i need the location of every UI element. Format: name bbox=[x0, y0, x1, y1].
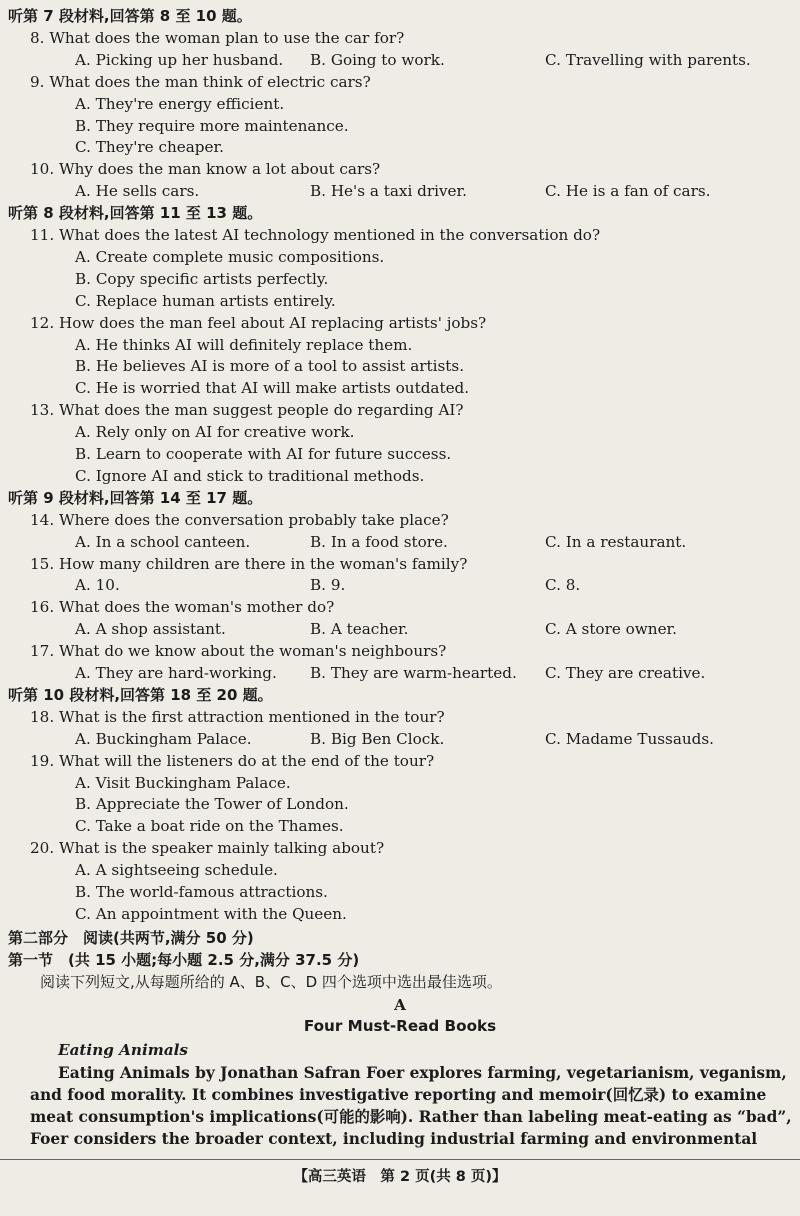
section-title: 第一节 (共 15 小题;每小题 2.5 分,满分 37.5 分) bbox=[8, 951, 360, 969]
body-line-4: Foer considers the broader context, including industrial farming and environmental bbox=[30, 1130, 758, 1148]
answer-option[interactable]: A. A shop assistant. bbox=[75, 620, 226, 639]
answer-option[interactable]: C. Ignore AI and stick to traditional methods. bbox=[75, 466, 425, 485]
answer-option[interactable]: B. The world-famous attractions. bbox=[75, 883, 328, 901]
page-footer bbox=[0, 1165, 800, 1186]
part-title: 第二部分 阅读(共两节,满分 50 分) bbox=[8, 929, 254, 947]
answer-option[interactable]: B. They require more maintenance. bbox=[75, 116, 349, 135]
answer-option[interactable]: C. He is worried that AI will make artists outdated. bbox=[75, 379, 470, 398]
question-stem: 8. What does the woman plan to use the car for? bbox=[30, 28, 405, 47]
question-stem: 12. How does the man feel about AI replacing artists' jobs? bbox=[30, 313, 487, 332]
answer-option[interactable]: C. Take a boat ride on the Thames. bbox=[75, 817, 344, 836]
answer-option[interactable]: B. Learn to cooperate with AI for future success. bbox=[75, 445, 452, 463]
answer-option[interactable]: A. In a school canteen. bbox=[75, 532, 251, 551]
section-header: 听第 7 段材料,回答第 8 至 10 题。 bbox=[8, 7, 252, 25]
section-header: 听第 9 段材料,回答第 14 至 17 题。 bbox=[8, 488, 263, 507]
answer-option[interactable]: B. Copy specific artists perfectly. bbox=[75, 269, 329, 288]
answer-option[interactable]: C. They're cheaper. bbox=[75, 138, 224, 157]
answer-option[interactable]: C. Madame Tussauds. bbox=[545, 729, 715, 748]
question-stem: 11. What does the latest AI technology mentioned in the conversation do? bbox=[30, 226, 601, 244]
answer-option[interactable]: B. Going to work. bbox=[310, 50, 445, 69]
answer-option[interactable]: A. They are hard-working. bbox=[75, 664, 277, 682]
answer-option[interactable]: A. Visit Buckingham Palace. bbox=[75, 773, 291, 792]
answer-option[interactable]: A. A sightseeing schedule. bbox=[75, 861, 278, 880]
instructions: 阅读下列短文,从每题所给的 A、B、C、D 四个选项中选出最佳选项。 bbox=[40, 973, 502, 991]
answer-option[interactable]: B. He's a taxi driver. bbox=[310, 182, 467, 201]
body-line-3: meat consumption's implications(可能的影响). Rather than labeling meat-eating as “bad”, bbox=[30, 1108, 792, 1126]
question-stem: 9. What does the man think of electric cars? bbox=[30, 72, 371, 91]
answer-option[interactable]: C. Travelling with parents. bbox=[545, 50, 751, 69]
answer-option[interactable]: B. They are warm-hearted. bbox=[310, 664, 517, 682]
body-line-2: and food morality. It combines investigative reporting and memoir(回忆录) to examine bbox=[30, 1086, 767, 1104]
passage-letter: A bbox=[394, 996, 406, 1014]
section-header: 听第 8 段材料,回答第 11 至 13 题。 bbox=[8, 204, 263, 223]
question-stem: 18. What is the first attraction mentioned in the tour? bbox=[30, 707, 445, 726]
question-stem: 14. Where does the conversation probably take place? bbox=[30, 510, 449, 529]
answer-option[interactable]: C. Replace human artists entirely. bbox=[75, 291, 336, 310]
question-stem: 13. What does the man suggest people do regarding AI? bbox=[30, 401, 464, 420]
question-stem: 10. Why does the man know a lot about cars? bbox=[30, 160, 381, 179]
footer-text: 【高三英语 第 2 页(共 8 页)】 bbox=[293, 1169, 507, 1185]
answer-option[interactable]: B. In a food store. bbox=[310, 532, 448, 551]
answer-option[interactable]: A. Create complete music compositions. bbox=[75, 247, 385, 266]
answer-option[interactable]: B. Big Ben Clock. bbox=[310, 729, 445, 748]
book-heading: Eating Animals bbox=[58, 1041, 188, 1059]
question-stem: 16. What does the woman's mother do? bbox=[30, 598, 335, 617]
answer-option[interactable]: C. A store owner. bbox=[545, 620, 677, 639]
answer-option[interactable]: C. An appointment with the Queen. bbox=[75, 904, 347, 923]
question-stem: 17. What do we know about the woman's neighbours? bbox=[30, 642, 447, 661]
answer-option[interactable]: A. He thinks AI will definitely replace them. bbox=[75, 335, 413, 354]
question-stem: 15. How many children are there in the woman's family? bbox=[30, 554, 468, 573]
answer-option[interactable]: C. They are creative. bbox=[545, 664, 706, 682]
section-header: 听第 10 段材料,回答第 18 至 20 题。 bbox=[8, 685, 273, 704]
answer-option[interactable]: B. Appreciate the Tower of London. bbox=[75, 795, 349, 814]
answer-option[interactable]: C. He is a fan of cars. bbox=[545, 182, 711, 201]
answer-option[interactable]: A. They're energy efficient. bbox=[75, 94, 285, 113]
answer-option[interactable]: C. In a restaurant. bbox=[545, 532, 687, 551]
question-stem: 19. What will the listeners do at the end of the tour? bbox=[30, 751, 435, 770]
answer-option[interactable]: B. He believes AI is more of a tool to assist artists. bbox=[75, 357, 465, 376]
answer-option[interactable]: B. 9. bbox=[310, 576, 346, 595]
answer-option[interactable]: A. 10. bbox=[75, 576, 120, 595]
answer-option[interactable]: A. Picking up her husband. bbox=[75, 50, 284, 69]
answer-option[interactable]: A. Rely only on AI for creative work. bbox=[75, 423, 355, 442]
answer-option[interactable]: A. He sells cars. bbox=[75, 182, 200, 201]
bleed-through-text bbox=[470, 8, 474, 23]
answer-option[interactable]: B. A teacher. bbox=[310, 620, 409, 639]
footer-rule bbox=[0, 1159, 800, 1160]
answer-option[interactable]: A. Buckingham Palace. bbox=[75, 729, 252, 748]
question-stem: 20. What is the speaker mainly talking about? bbox=[30, 839, 385, 858]
answer-option[interactable]: C. 8. bbox=[545, 576, 581, 595]
passage-title: Four Must-Read Books bbox=[303, 1017, 497, 1035]
body-line-1: Eating Animals by Jonathan Safran Foer explores farming, vegetarianism, veganism, bbox=[58, 1064, 787, 1082]
